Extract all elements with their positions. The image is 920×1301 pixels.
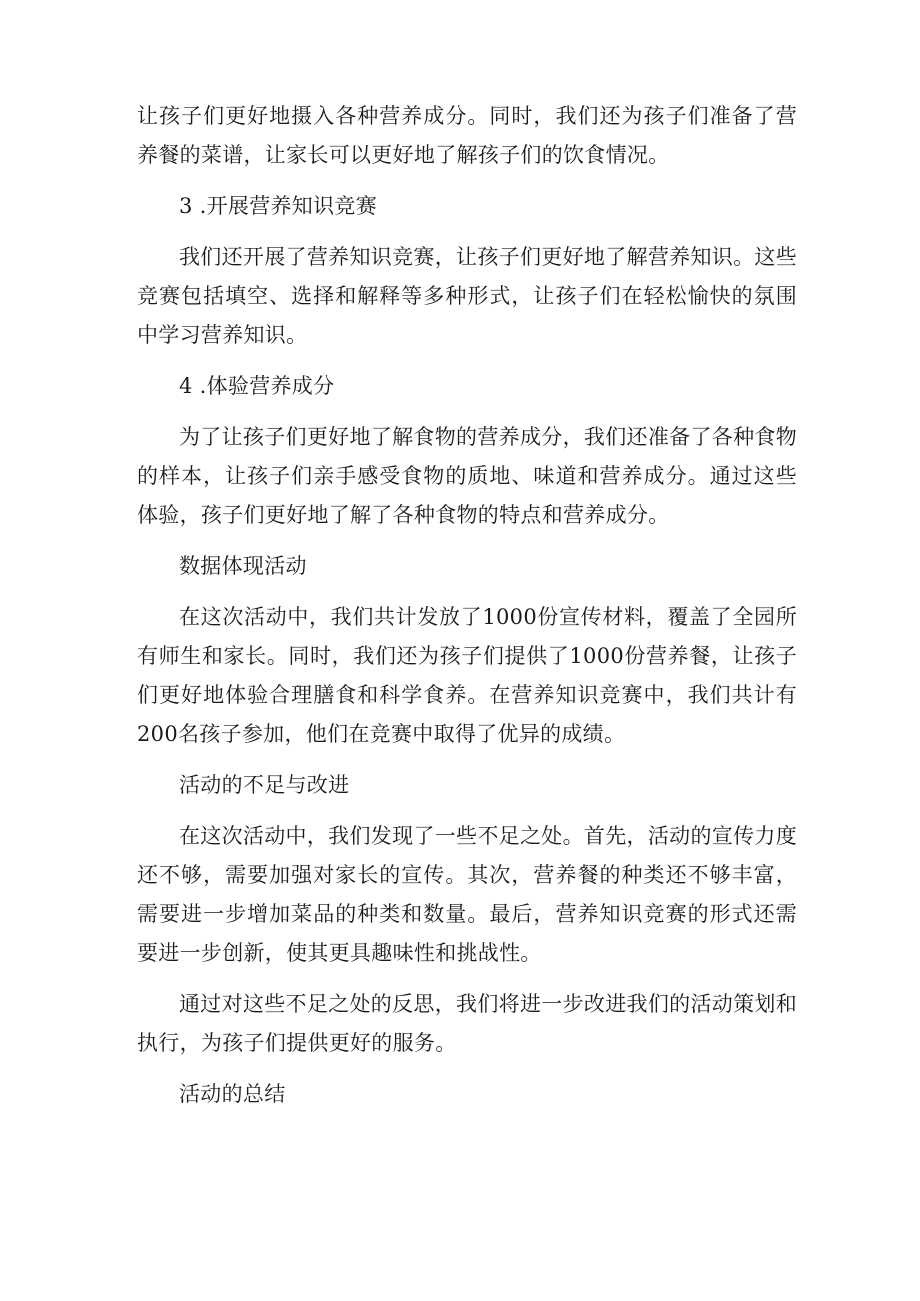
document-body (137, 97, 797, 1126)
body-paragraph: 让孩子们更好地摄入各种营养成分。同时，我们还为孩子们准备了营养餐的菜谱，让家长可以更好地了解孩子们的饮食情况。 (137, 104, 797, 167)
section-heading: 活动的不足与改进 (179, 773, 350, 797)
body-paragraph: 在这次活动中，我们共计发放了1000份宣传材料，覆盖了全园所有师生和家长。同时，我们还为孩子们提供了1000份营养餐，让孩子们更好地体验合理膳食和科学食养。在营养知识竞赛中，我们共计有200名孩子参加，他们在竞赛中取得了优异的成绩。 (137, 605, 797, 746)
section-heading: 3 .开展营养知识竞赛 (179, 194, 378, 218)
section-heading: 4 .体验营养成分 (179, 374, 335, 398)
body-paragraph: 我们还开展了营养知识竞赛，让孩子们更好地了解营养知识。这些竞赛包括填空、选择和解释等多种形式，让孩子们在轻松愉快的氛围中学习营养知识。 (137, 245, 797, 347)
section-heading: 活动的总结 (179, 1082, 286, 1106)
body-paragraph: 在这次活动中，我们发现了一些不足之处。首先，活动的宣传力度还不够，需要加强对家长的宣传。其次，营养餐的种类还不够丰富，需要进一步增加菜品的种类和数量。最后，营养知识竞赛的形式还需要进一步创新，使其更具趣味性和挑战性。 (137, 824, 797, 965)
body-paragraph: 通过对这些不足之处的反思，我们将进一步改进我们的活动策划和执行，为孩子们提供更好的服务。 (137, 992, 797, 1055)
section-heading: 数据体现活动 (179, 554, 307, 578)
body-paragraph: 为了让孩子们更好地了解食物的营养成分，我们还准备了各种食物的样本，让孩子们亲手感受食物的质地、味道和营养成分。通过这些体验，孩子们更好地了解了各种食物的特点和营养成分。 (137, 425, 797, 527)
